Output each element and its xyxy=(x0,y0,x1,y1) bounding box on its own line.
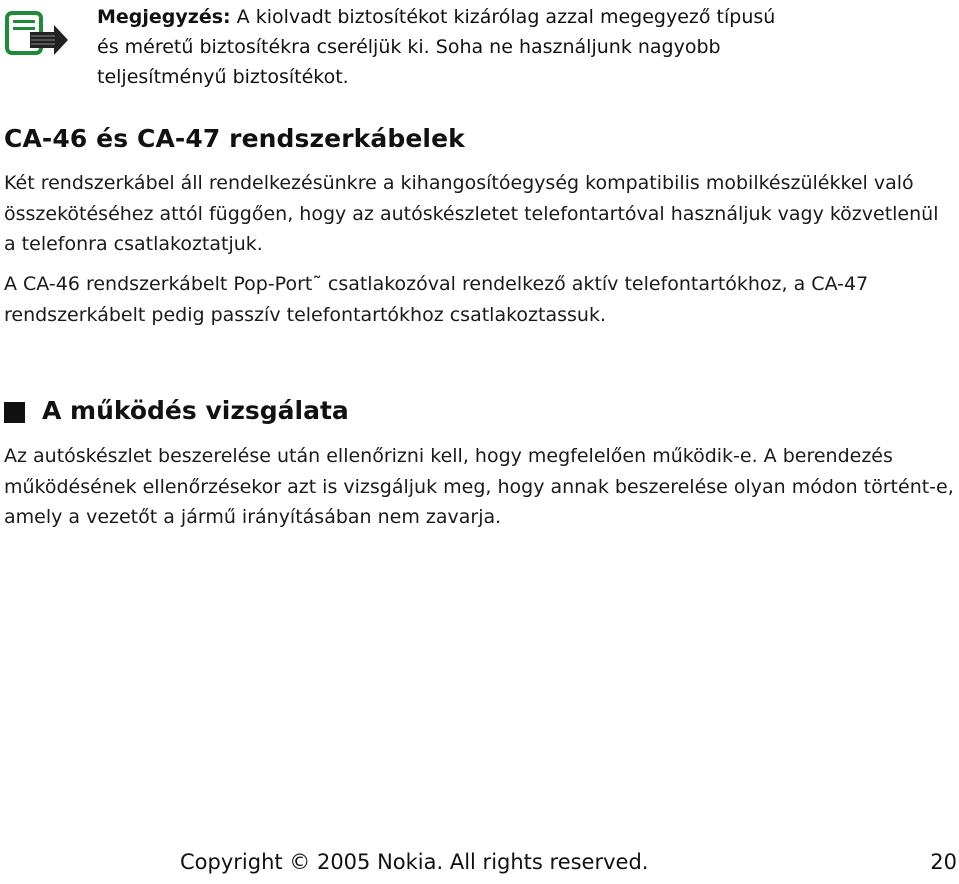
note-pad-with-pointer-icon xyxy=(4,10,70,58)
note-body: A kiolvadt biztosítékot kizárólag azzal megegyező típusú és méretű biztosítékra cseréljük ki. Soha ne használjunk nagyobb teljesítményű biztosítékot. xyxy=(97,6,776,88)
page-footer xyxy=(0,850,959,880)
note-block xyxy=(0,2,959,92)
section-title-operation-check: A működés vizsgálata xyxy=(42,396,349,425)
square-bullet-icon xyxy=(4,402,25,423)
section-heading-operation-check xyxy=(4,396,604,432)
paragraph-system-cables-intro: Két rendszerkábel áll rendelkezésünkre a kihangosítóegység kompatibilis mobilkészülékkel való összekötéséhez attól függően, hogy az autóskészletet telefontartóval használjuk vagy közvetlenül a telefonra csatlakoztatjuk. xyxy=(4,172,939,255)
page-number: 20 xyxy=(930,850,957,874)
paragraph-operation-check: Az autóskészlet beszerelése után ellenőrizni kell, hogy megfelelően működik-e. A berendezés működésének ellenőrzésekor azt is vizsgáljuk meg, hogy annak beszerelése olyan módon történt-e, amely a vezetőt a jármű irányításában nem zavarja. xyxy=(4,445,954,528)
section-title-system-cables: CA-46 és CA-47 rendszerkábelek xyxy=(4,124,465,153)
note-text xyxy=(97,2,797,92)
copyright-text: Copyright © 2005 Nokia. All rights reserved. xyxy=(180,850,649,874)
paragraph-system-cables-usage: A CA-46 rendszerkábelt Pop-Port˜ csatlakozóval rendelkező aktív telefontartókhoz, a CA-47 rendszerkábelt pedig passzív telefontartókhoz csatlakoztassuk. xyxy=(4,273,869,326)
note-label: Megjegyzés: xyxy=(97,6,231,28)
